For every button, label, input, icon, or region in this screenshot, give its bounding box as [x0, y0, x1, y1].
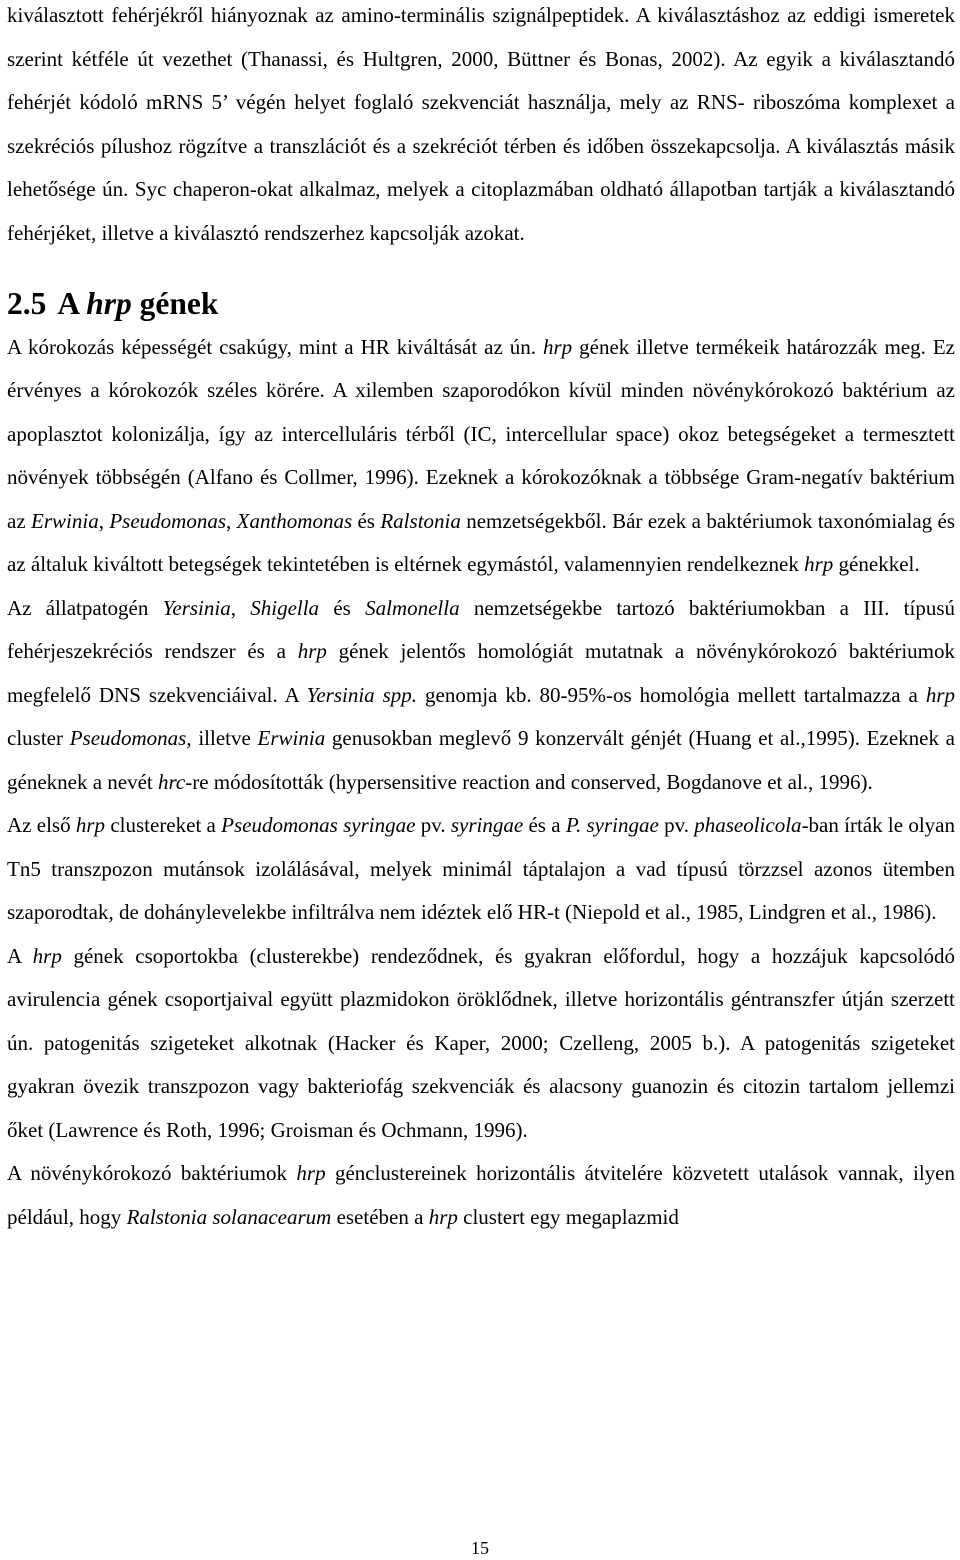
italic-term: hrc [158, 769, 186, 794]
italic-term: hrp [542, 334, 573, 359]
intro-line: használja, mely az RNS- riboszóma komplexet a szekréciós pílushoz rögzítve a transzlációt és [7, 90, 956, 158]
text-run: , [230, 595, 251, 620]
text-run: cluster [7, 726, 70, 750]
italic-term: Yersinia [162, 595, 231, 620]
italic-term: hrp [925, 682, 955, 707]
section-heading [7, 282, 955, 326]
text-run: clustereket a [105, 813, 222, 837]
document-page [7, 0, 955, 1239]
paragraph-hrp-genes [7, 326, 955, 587]
italic-term: Ralstonia solanacearum [126, 1204, 332, 1229]
text-run: génekkel. [833, 552, 920, 576]
text-run: esetében a [331, 1204, 429, 1229]
text-run: pv. [415, 813, 451, 837]
intro-line: eddigi ismeretek szerint kétféle út vezethet (Thanassi, és Hultgren, 2000, Büttner és Bonas, [7, 3, 956, 71]
italic-term: P. syringae [565, 813, 659, 837]
italic-term: Pseudomonas, [69, 726, 192, 750]
text-run: genomja kb. 80-95%-os homológia mellett tartalmazza a [417, 682, 926, 707]
text-run: génclustereinek horizontális átvitelére közvetett utalások vannak, ilyen például, hogy [7, 1161, 955, 1229]
intro-line: kiválasztandó fehérjéket, illetve a kiválasztó rendszerhez kapcsolják azokat. [7, 177, 956, 245]
text-run: nemzetségekből. Bár ezek a baktériumok taxonómialag és az általuk kiváltott betegségek tekintetében is eltérnek egymástól, valamennyien rendelkeznek [7, 508, 956, 576]
text-run: , [98, 508, 110, 533]
italic-term: Pseudomonas [109, 508, 226, 533]
text-run: gének jelentős homológiát mutatnak a növénykórokozó baktériumok megfelelő DNS szekvenciáival. A [7, 639, 955, 707]
intro-line: kiválasztott fehérjékről hiányoznak az amino-terminális szignálpeptidek. A kiválasztáshoz az [7, 3, 814, 27]
text-run: illetve [191, 726, 258, 750]
paragraph-animal-pathogens [7, 587, 955, 805]
text-run: nemzetségekbe tartozó baktériumokban a III. típusú fehérjeszekréciós rendszer és a [7, 595, 956, 663]
intro-line: 2002). Az egyik a kiválasztandó fehérjét kódoló mRNS 5’ végén helyet foglaló szekvenciát [7, 46, 956, 114]
italic-term: Erwinia [257, 726, 326, 750]
text-run: Az első [7, 813, 76, 837]
italic-term: Ralstonia [380, 508, 461, 533]
italic-term: hrp [32, 943, 62, 968]
intro-line: a szekréciót térben és időben összekapcsolja. A kiválasztás másik lehetősége ún. [7, 133, 955, 201]
italic-term: Pseudomonas syringae [221, 813, 416, 837]
text-run: és a [523, 813, 566, 837]
section-title-italic: hrp [86, 286, 132, 321]
italic-term: Yersinia spp. [306, 682, 418, 707]
text-run: clustert egy megaplazmid [457, 1204, 679, 1229]
text-run: A növénykórokozó baktériumok [7, 1161, 297, 1185]
italic-term: phaseolicola [694, 813, 802, 837]
text-run: pv. [658, 813, 695, 837]
text-run: gének illetve termékeik határozzák meg. Ez érvényes a kórokozók széles körére. A xilemben szaporodókon kívül minden növénykórokozó baktérium az apoplasztot kolonizálja, így az intercelluláris térből (IC, intercellular space) okoz betegségeket a termesztett növények többségén (Alfano és Collmer, 1996). Ezeknek a kórokozóknak a többsége Gram-negatív baktérium az [7, 334, 955, 533]
section-title-prefix: A [57, 286, 87, 321]
italic-term: Erwinia [31, 508, 99, 533]
section-title-suffix: gének [131, 286, 219, 321]
italic-term: hrp [75, 813, 106, 837]
text-run: A [7, 943, 33, 968]
paragraph-first-clusters [7, 804, 955, 935]
italic-term: hrp [297, 639, 327, 663]
text-run: és [352, 508, 381, 533]
intro-paragraph [7, 0, 955, 255]
italic-term: syringae [450, 813, 524, 837]
section-number: 2.5 [7, 286, 47, 321]
text-run: Az állatpatogén [7, 595, 163, 620]
text-run: A kórokozás képességét csakúgy, mint a HR kiváltását az ún. [7, 334, 543, 359]
text-run: , [226, 508, 237, 533]
text-run: genusokban meglevő 9 konzervált génjét (Huang et al.,1995). Ezeknek a géneknek a nevét [7, 726, 955, 794]
text-run: -ban írták le olyan Tn5 transzpozon mutánsok izolálásával, melyek minimál táptalajon a vad típusú törzzsel azonos ütemben szaporodtak, de dohánylevelekbe infiltrálva nem idéztek elő HR-t (Niepold et al., 1985, Lindgren et al., 1986). [7, 813, 955, 924]
text-run: gének csoportokba (clusterekbe) rendeződnek, és gyakran előfordul, hogy a hozzájuk kapcsolódó avirulencia gének csoportjaival együtt plazmidokon öröklődnek, illetve horizontális géntranszfer útján szerzett ún. patogenitás szigeteket alkotnak (Hacker és Kaper, 2000; Czelleng, 2005 b.). A patogenitás szigeteket gyakran övezik transzpozon vagy bakteriofág szekvenciák és alacsony guanozin és citozin tartalom jellemzi őket (Lawrence és Roth, 1996; Groisman és Ochmann, 1996). [7, 943, 955, 1142]
page-number: 15 [471, 1538, 489, 1558]
paragraph-clusters [7, 935, 955, 1153]
text-run: és [319, 595, 366, 620]
italic-term: hrp [804, 552, 834, 576]
italic-term: Salmonella [365, 595, 460, 620]
italic-term: Xanthomonas [236, 508, 353, 533]
paragraph-horizontal-transfer [7, 1152, 955, 1239]
text-run: -re módosították (hypersensitive reaction and conserved, Bogdanove et al., 1996). [185, 769, 873, 794]
italic-term: Shigella [250, 595, 320, 620]
italic-term: hrp [428, 1204, 458, 1229]
italic-term: hrp [296, 1161, 326, 1185]
intro-line: Syc chaperon-okat alkalmaz, melyek a citoplazmában oldható állapotban tartják a [134, 177, 840, 201]
